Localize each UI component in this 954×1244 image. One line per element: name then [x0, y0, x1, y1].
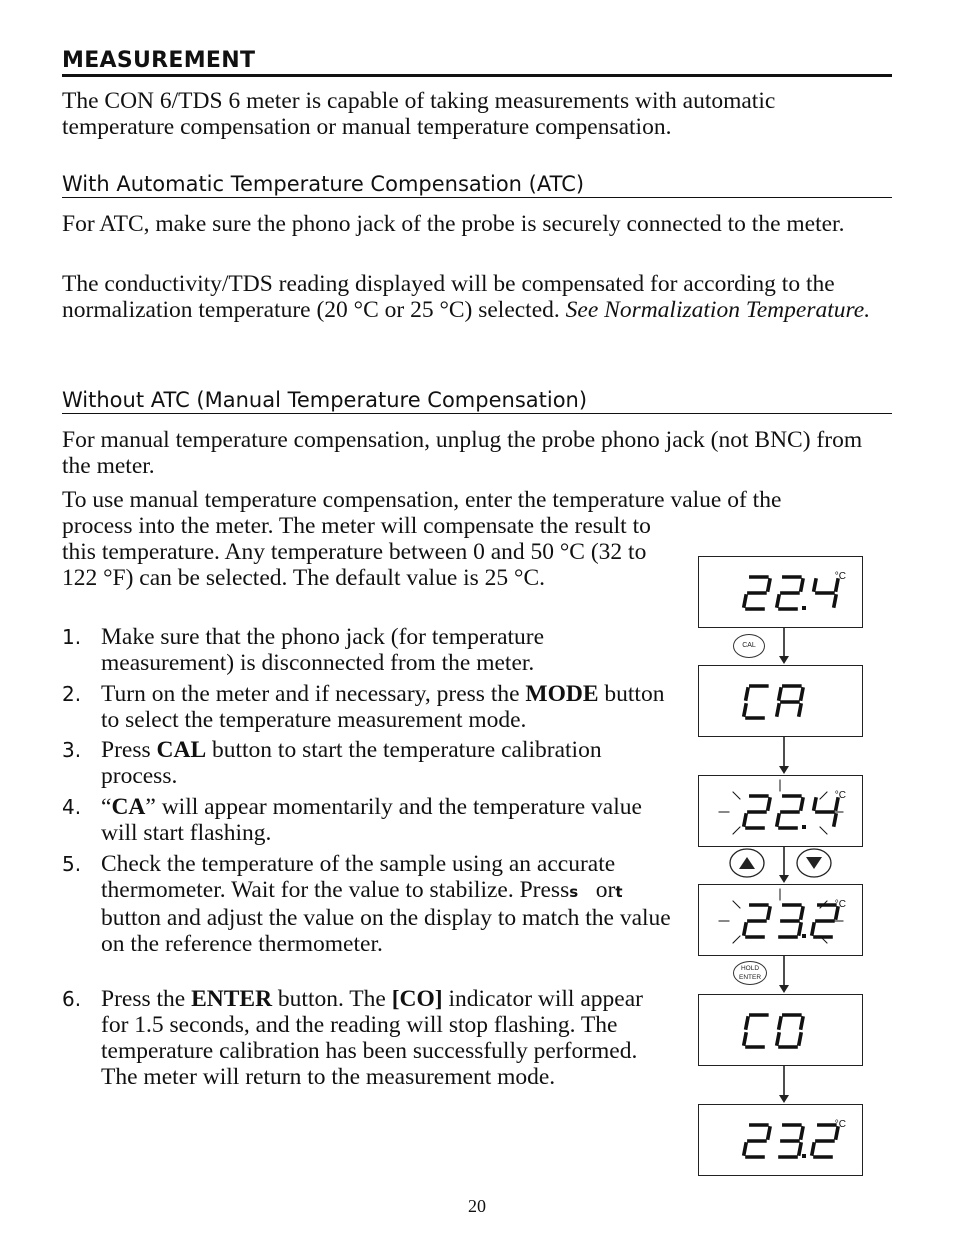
- down-button[interactable]: [796, 848, 832, 878]
- down-button-glyph: t: [615, 883, 623, 901]
- lcd-display-1: °C: [698, 556, 863, 628]
- flash-tick: [820, 792, 827, 799]
- lcd-display-4: °C: [698, 884, 863, 956]
- lcd-segment: [801, 1128, 803, 1138]
- lcd-display-3: °C: [698, 775, 863, 847]
- lcd-segment: [812, 1144, 814, 1154]
- decimal-point: [802, 934, 806, 938]
- manual-paragraph-2-line1: To use manual temperature compensation, enter the temperature value of the: [62, 487, 782, 513]
- manual-heading: Without ATC (Manual Temperature Compensation): [62, 388, 892, 414]
- atc-heading: With Automatic Temperature Compensation (ATC): [62, 172, 892, 198]
- seven-segment-readout: [699, 885, 862, 955]
- lcd-segment: [834, 815, 836, 825]
- decimal-point: [802, 825, 806, 829]
- up-button[interactable]: [729, 848, 765, 878]
- lcd-segment: [814, 580, 816, 590]
- flash-tick: [820, 827, 827, 834]
- lcd-display-5: [698, 994, 863, 1066]
- arrow-down-icon: [779, 1065, 789, 1104]
- normalization-reference: See Normalization Temperature.: [565, 297, 871, 323]
- lcd-segment: [779, 1018, 781, 1028]
- up-button-glyph: s: [569, 883, 579, 901]
- lcd-segment: [744, 815, 746, 825]
- lcd-segment: [801, 908, 803, 918]
- lcd-segment: [777, 1034, 779, 1044]
- page-number: 20: [468, 1196, 486, 1216]
- arrow-down-icon: [779, 627, 789, 665]
- flash-tick: [733, 936, 740, 943]
- lcd-segment: [777, 705, 779, 715]
- lcd-display-2: [698, 665, 863, 737]
- atc-paragraph-2: The conductivity/TDS reading displayed will be compensated for according to the normalization temperature (20 °C or 25 °C) selected. See Normalization Temperature.: [62, 271, 871, 323]
- seven-segment-readout: [699, 995, 862, 1065]
- seven-segment-readout: [699, 666, 862, 736]
- atc-paragraph-1: For ATC, make sure the phono jack of the probe is securely connected to the meter.: [62, 211, 845, 237]
- lcd-segment: [768, 580, 770, 590]
- lcd-segment: [799, 705, 801, 715]
- seven-segment-readout: [699, 776, 862, 846]
- lcd-segment: [801, 799, 803, 809]
- lcd-segment: [801, 1018, 803, 1028]
- flash-tick: [733, 792, 740, 799]
- lcd-segment: [834, 596, 836, 606]
- lcd-segment: [768, 799, 770, 809]
- lcd-segment: [744, 1144, 746, 1154]
- lcd-segment: [777, 815, 779, 825]
- lcd-segment: [744, 1034, 746, 1044]
- step-4: 4. “CA” will appear momentarily and the temperature value will start flashing.: [62, 794, 642, 846]
- lcd-segment: [746, 1018, 748, 1028]
- lcd-segment: [779, 689, 781, 699]
- decimal-point: [802, 606, 806, 610]
- lcd-segment: [801, 689, 803, 699]
- lcd-segment: [746, 689, 748, 699]
- manual-paragraph-1: For manual temperature compensation, unplug the probe phono jack (not BNC) from the meter.: [62, 427, 863, 479]
- arrow-down-icon: [779, 736, 789, 775]
- flash-tick: [733, 901, 740, 908]
- lcd-segment: [768, 908, 770, 918]
- hold-enter-button[interactable]: HOLD ENTER: [733, 961, 767, 985]
- lcd-segment: [768, 1128, 770, 1138]
- lcd-segment: [799, 1144, 801, 1154]
- lcd-segment: [799, 924, 801, 934]
- step-6: 6. Press the ENTER button. The [CO] indicator will appear for 1.5 seconds, and the reading will stop flashing. The temperature calibration has been successfully performed. The meter will return to the measurement mode.: [62, 986, 643, 1090]
- decimal-point: [802, 1154, 806, 1158]
- lcd-segment: [744, 596, 746, 606]
- lcd-segment: [799, 1034, 801, 1044]
- lcd-segment: [777, 596, 779, 606]
- seven-segment-readout: [699, 1105, 862, 1175]
- lcd-segment: [812, 924, 814, 934]
- manual-paragraph-2-rest: process into the meter. The meter will compensate the result to this temperature. Any temperature between 0 and 50 °C (32 to 122 °F) can be selected. The default value is 25 °C.: [62, 513, 651, 591]
- seven-segment-readout: [699, 557, 862, 627]
- cal-button[interactable]: CAL: [733, 634, 765, 658]
- step-3: 3. Press CAL button to start the temperature calibration process.: [62, 737, 602, 789]
- intro-paragraph: The CON 6/TDS 6 meter is capable of taking measurements with automatic temperature compensation or manual temperature compensation.: [62, 88, 776, 140]
- section-heading: MEASUREMENT: [62, 48, 892, 77]
- lcd-segment: [744, 924, 746, 934]
- arrow-down-icon: [779, 955, 789, 994]
- lcd-segment: [814, 799, 816, 809]
- step-5: 5. Check the temperature of the sample using an accurate thermometer. Wait for the value to stabilize. Presss ort button and adjust the value on the display to match the value on the reference thermometer.: [62, 851, 671, 957]
- lcd-display-6: °C: [698, 1104, 863, 1176]
- lcd-segment: [744, 705, 746, 715]
- arrow-down-icon: [779, 846, 789, 884]
- step-2: 2. Turn on the meter and if necessary, press the MODE button to select the temperature measurement mode.: [62, 681, 665, 733]
- step-1: 1. Make sure that the phono jack (for temperature measurement) is disconnected from the meter.: [62, 624, 545, 676]
- lcd-segment: [801, 580, 803, 590]
- flash-tick: [733, 827, 740, 834]
